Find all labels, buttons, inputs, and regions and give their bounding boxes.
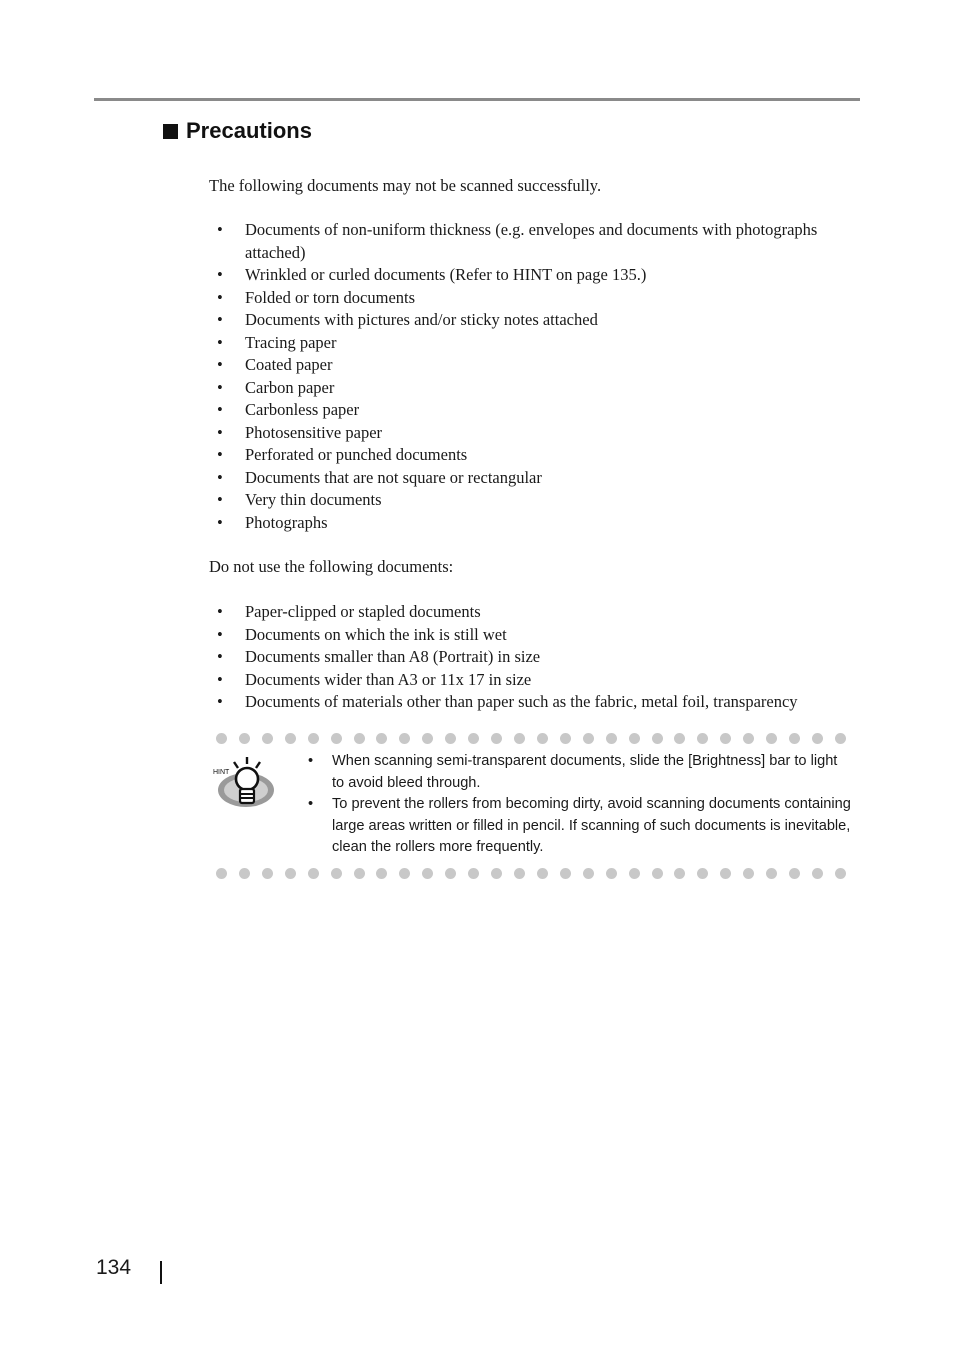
list-item-text: Carbon paper [245,377,335,397]
bullet-icon: • [217,265,223,284]
bullet-icon: • [217,422,223,442]
bullet-icon: • [217,310,223,329]
list-item-text: Coated paper [245,355,333,374]
divider-dot [537,733,548,744]
page-number: 134 [96,1256,132,1279]
list-item-text: Very thin documents [245,490,382,509]
list-item-text: Documents wider than A3 or 11x 17 in size [245,669,532,689]
hint-icon-label: HINT [213,769,230,776]
bullet-icon: • [217,467,223,487]
list-item [209,399,859,422]
divider-dot [606,868,617,879]
hint-top-dotted-divider [216,733,846,745]
list-item-text: Documents smaller than A8 (Portrait) in size [245,647,541,666]
divider-dot [216,868,227,879]
divider-dot [629,868,640,879]
hint-item-text: When scanning semi-transparent documents, slide the [Brightness] bar to light to avoid bleed through. [332,753,838,791]
bullet-icon: • [217,355,223,374]
list-item [209,467,859,490]
bullet-icon: • [217,669,223,689]
difficult-documents-list [209,219,859,534]
divider-dot [766,733,777,744]
divider-dot [514,868,525,879]
divider-dot [652,868,663,879]
list-item-text: Perforated or punched documents [245,445,468,464]
list-item-text: Tracing paper [245,332,337,352]
list-item-text: Wrinkled or curled documents (Refer to HINT on page 135.) [245,265,647,284]
section-heading [163,118,312,144]
bullet-icon: • [217,647,223,666]
divider-dot [239,733,250,744]
divider-dot [560,733,571,744]
list-item [209,219,859,264]
page-number-separator [160,1261,162,1284]
list-item [209,601,859,624]
divider-dot [583,868,594,879]
divider-dot [354,868,365,879]
list-item [209,691,859,714]
hint-item-text: To prevent the rollers from becoming dirty, avoid scanning documents containing large areas written or filled in pencil. If scanning of such documents is inevitable, clean the rollers more frequently. [332,796,851,856]
divider-dot [445,868,456,879]
divider-dot [399,868,410,879]
divider-dot [376,868,387,879]
list-item [209,624,859,647]
bullet-icon: • [217,445,223,464]
bullet-icon: • [217,692,223,711]
list-item [209,646,859,669]
divider-dot [812,733,823,744]
divider-dot [697,733,708,744]
list-item-text: Paper-clipped or stapled documents [245,602,481,621]
divider-dot [766,868,777,879]
intro-paragraph-2: Do not use the following documents: [209,557,454,576]
divider-dot [308,733,319,744]
bullet-icon: • [217,220,223,239]
divider-dot [331,733,342,744]
divider-dot [376,733,387,744]
list-item-text: Photographs [245,512,328,532]
divider-dot [629,733,640,744]
divider-dot [262,868,273,879]
divider-dot [285,733,296,744]
divider-dot [583,733,594,744]
divider-dot [789,868,800,879]
bullet-icon: • [217,400,223,419]
list-item [209,287,859,310]
section-title: Precautions [186,118,312,143]
bullet-icon: • [217,624,223,644]
hint-list [306,751,851,859]
lightbulb-hint-icon [212,754,280,814]
divider-dot [560,868,571,879]
list-item [209,264,859,287]
divider-dot [491,733,502,744]
divider-dot [743,868,754,879]
list-item [209,422,859,445]
list-item [209,669,859,692]
divider-dot [537,868,548,879]
divider-dot [697,868,708,879]
list-item [209,377,859,400]
divider-dot [789,733,800,744]
divider-dot [491,868,502,879]
list-item-text: Documents of non-uniform thickness (e.g. envelopes and documents with photographs attached) [245,220,818,262]
divider-dot [399,733,410,744]
list-item-text: Photosensitive paper [245,422,383,442]
divider-dot [514,733,525,744]
bullet-icon: • [217,512,223,532]
list-item [209,512,859,535]
divider-dot [674,868,685,879]
list-item-text: Documents that are not square or rectangular [245,467,542,487]
divider-dot [812,868,823,879]
divider-dot [743,733,754,744]
list-item [209,489,859,512]
square-bullet-icon [163,124,178,139]
intro-paragraph-1: The following documents may not be scanned successfully. [209,176,602,195]
list-item-text: Documents of materials other than paper such as the fabric, metal foil, transparency [245,692,798,711]
divider-dot [468,733,479,744]
prohibited-documents-list [209,601,859,714]
list-item-text: Carbonless paper [245,400,360,419]
divider-dot [606,733,617,744]
divider-dot [285,868,296,879]
divider-dot [835,733,846,744]
bullet-icon: • [217,377,223,397]
list-item-text: Documents on which the ink is still wet [245,624,507,644]
bullet-icon: • [217,602,223,621]
divider-dot [720,868,731,879]
bullet-icon: • [308,796,314,813]
divider-dot [445,733,456,744]
divider-dot [216,733,227,744]
hint-item [306,751,851,794]
divider-dot [331,868,342,879]
divider-dot [720,733,731,744]
divider-dot [308,868,319,879]
divider-dot [468,868,479,879]
divider-dot [422,868,433,879]
top-rule [94,98,860,101]
list-item-text: Folded or torn documents [245,287,416,307]
bullet-icon: • [217,332,223,352]
list-item [209,354,859,377]
divider-dot [674,733,685,744]
divider-dot [422,733,433,744]
divider-dot [239,868,250,879]
list-item-text: Documents with pictures and/or sticky notes attached [245,310,598,329]
divider-dot [262,733,273,744]
hint-bottom-dotted-divider [216,868,846,880]
list-item [209,309,859,332]
bullet-icon: • [308,753,314,769]
divider-dot [835,868,846,879]
divider-dot [652,733,663,744]
divider-dot [354,733,365,744]
bullet-icon: • [217,287,223,307]
bullet-icon: • [217,490,223,509]
list-item [209,444,859,467]
hint-item [306,794,851,859]
list-item [209,332,859,355]
